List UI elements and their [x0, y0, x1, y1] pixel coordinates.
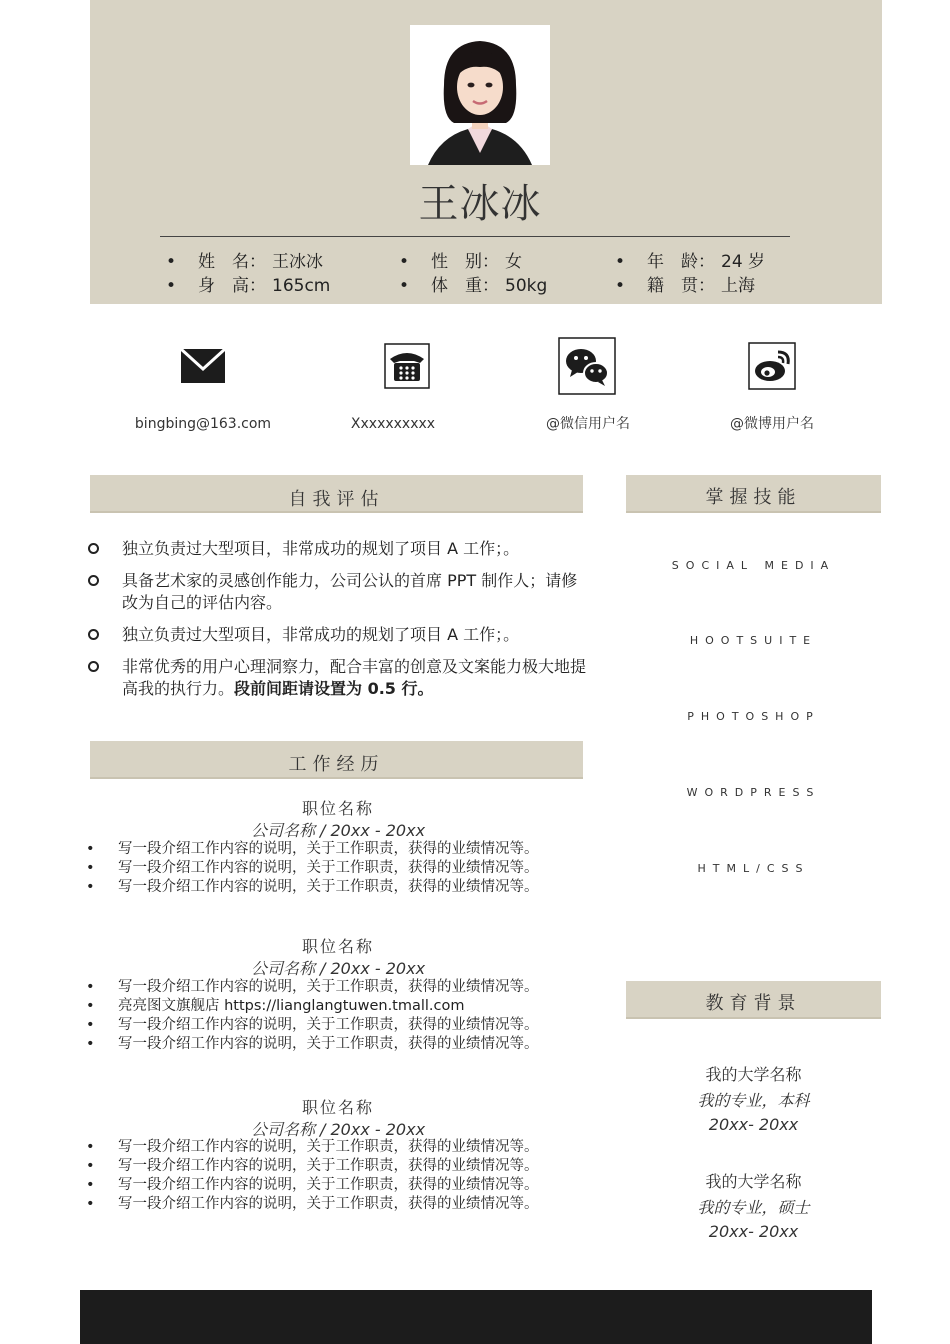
skill-item: SOCIAL MEDIA [671, 559, 836, 572]
weibo-icon[interactable] [747, 341, 797, 391]
job-line: • 写一段介绍工作内容的说明，关于工作职责，获得的业绩情况等。 [86, 1017, 539, 1033]
job-line: • 写一段介绍工作内容的说明，关于工作职责，获得的业绩情况等。 [86, 879, 539, 895]
job-company: 公司名称 / 20xx - 20xx [250, 959, 426, 978]
weibo-text[interactable]: @微博用户名 [730, 416, 814, 432]
wechat-icon[interactable] [557, 337, 617, 395]
info-hometown: • 籍 贯： 上海 [615, 276, 755, 296]
edu-school: 我的大学名称 [705, 1172, 802, 1191]
job-line: • 写一段介绍工作内容的说明，关于工作职责，获得的业绩情况等。 [86, 841, 539, 857]
job-line: • 写一段介绍工作内容的说明，关于工作职责，获得的业绩情况等。 [86, 1158, 539, 1174]
skills-heading: 掌握技能 [626, 475, 881, 513]
job-title: 职位名称 [301, 937, 374, 956]
edu-major: 我的专业，本科 [697, 1091, 810, 1110]
page-title: 王冰冰 [418, 181, 542, 227]
info-age: • 年 龄： 24 岁 [615, 252, 766, 272]
eval-item: 独立负责过大型项目，非常成功的规划了项目 A 工作；。 [88, 624, 608, 648]
edu-school: 我的大学名称 [705, 1065, 802, 1084]
skill-item: HTML/CSS [697, 862, 810, 875]
job-line: • 写一段介绍工作内容的说明，关于工作职责，获得的业绩情况等。 [86, 860, 539, 876]
skill-item: WORDPRESS [686, 786, 821, 799]
eval-item: 非常优秀的用户心理洞察力，配合丰富的创意及文案能力极大地提高我的执行力。段前间距请设置为 0.5 行。 [88, 656, 608, 702]
job-line: • 写一段介绍工作内容的说明，关于工作职责，获得的业绩情况等。 [86, 1196, 539, 1212]
phone-icon[interactable] [383, 342, 431, 390]
footer-bar [80, 1290, 872, 1344]
skill-item: HOOTSUITE [689, 634, 818, 647]
job-line: • 写一段介绍工作内容的说明，关于工作职责，获得的业绩情况等。 [86, 1177, 539, 1193]
job-line: • 写一段介绍工作内容的说明，关于工作职责，获得的业绩情况等。 [86, 1139, 539, 1155]
phone-text[interactable]: Xxxxxxxxxx [350, 416, 436, 432]
edu-years: 20xx- 20xx [708, 1222, 799, 1241]
eval-item: 独立负责过大型项目，非常成功的规划了项目 A 工作；。 [88, 538, 608, 562]
info-height: • 身 高： 165cm [166, 276, 331, 296]
education-heading: 教育背景 [626, 981, 881, 1019]
eval-item: 具备艺术家的灵感创作能力，公司公认的首席 PPT 制作人；请修改为自己的评估内容。 [88, 570, 608, 616]
info-weight: • 体 重： 50kg [399, 276, 548, 296]
skill-item: PHOTOSHOP [687, 710, 820, 723]
info-name: • 姓 名： 王冰冰 [166, 252, 323, 272]
avatar [410, 25, 550, 165]
self-eval-heading: 自我评估 [90, 475, 583, 513]
header-divider [160, 236, 790, 237]
job-line[interactable]: • 亮亮图文旗舰店 https://lianglangtuwen.tmall.com [86, 998, 465, 1014]
edu-major: 我的专业，硕士 [697, 1198, 810, 1217]
job-title: 职位名称 [301, 1098, 374, 1117]
job-line: • 写一段介绍工作内容的说明，关于工作职责，获得的业绩情况等。 [86, 979, 539, 995]
work-heading: 工作经历 [90, 741, 583, 779]
wechat-text[interactable]: @微信用户名 [546, 416, 630, 432]
info-gender: • 性 别： 女 [399, 252, 522, 272]
edu-years: 20xx- 20xx [708, 1115, 799, 1134]
job-line: • 写一段介绍工作内容的说明，关于工作职责，获得的业绩情况等。 [86, 1036, 539, 1052]
email-icon[interactable] [180, 346, 226, 386]
job-company: 公司名称 / 20xx - 20xx [250, 821, 426, 840]
job-company: 公司名称 / 20xx - 20xx [250, 1120, 426, 1139]
email-text[interactable]: bingbing@163.com [134, 416, 272, 432]
job-title: 职位名称 [301, 799, 374, 818]
